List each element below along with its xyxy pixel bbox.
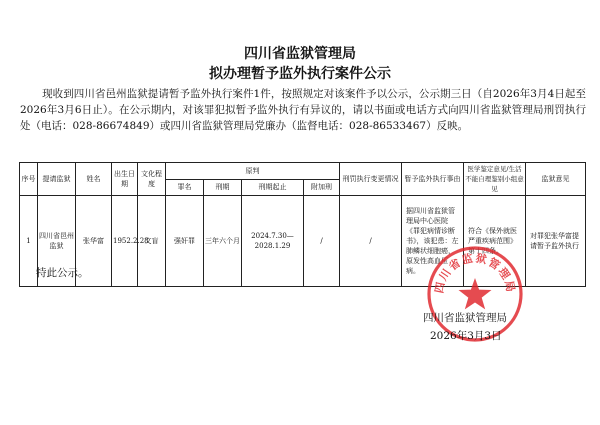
cell-term: 三年六个月 [204,196,242,287]
header-seq: 序号 [20,163,38,196]
cell-changes: / [340,196,402,287]
cell-extra: / [304,196,340,287]
header-extra: 附加刑 [304,179,340,196]
closing-text: 特此公示。 [36,267,89,279]
signature-date: 2026年3月3日 [430,330,502,342]
header-birth: 出生日期 [112,163,138,196]
header-name: 姓名 [76,163,112,196]
header-changes: 刑罚执行变更情况 [340,163,402,196]
cell-crime: 强奸罪 [166,196,204,287]
header-sentence-group: 原判 [166,163,340,180]
cell-name: 张华富 [76,196,112,287]
cell-medical: 符合《保外就医严重疾病范围》第十四条。 [464,196,526,287]
seal-arc-textpath: 四川省监狱管理局 [432,251,518,295]
notice-subtitle: 拟办理暂予监外执行案件公示 [209,66,391,82]
cell-birth: 1952.2.28 [112,196,138,287]
cell-reason: 据四川省监狱管理局中心医院《罪犯病情诊断书》，该犯患：左肺鳞状细胞癌，原发性高血压病。 [402,196,464,287]
notice-title: 四川省监狱管理局 [244,46,356,62]
header-reason: 暂予监外执行事由 [402,163,464,196]
signature-org: 四川省监狱管理局 [423,312,507,324]
cell-seq: 1 [20,196,38,287]
cell-opinion: 对罪犯张华富提请暂予监外执行 [526,196,586,287]
table-header-row [20,163,586,180]
header-opinion: 监狱意见 [526,163,586,196]
header-edu: 文化程度 [138,163,166,196]
header-term: 刑期 [204,179,242,196]
cell-prison: 四川省邑州监狱 [38,196,76,287]
seal-star [459,278,492,309]
intro-text: 现收到四川省邑州监狱提请暂予监外执行案件1件，按照规定对该案件予以公示，公示期三日（自2026年3月4日起至2026年3月6日止）。在公示期内，对该罪犯拟暂予监外执行有异议的，请以书面或电话方式向四川省监狱管理局刑罚执行处（电话：028-86674849）或四川省监狱管理局党廉办（监督电话：028-86533467）反映。 [20,88,586,132]
header-period: 刑期起止 [242,179,304,196]
cell-edu: 文盲 [138,196,166,287]
header-prison: 提请监狱 [38,163,76,196]
intro-paragraph [20,86,586,134]
cell-period: 2024.7.30—2028.1.29 [242,196,304,287]
header-medical: 医学鉴定意见/生活不能自理鉴别小组意见 [464,163,526,196]
header-crime: 罪名 [166,179,204,196]
